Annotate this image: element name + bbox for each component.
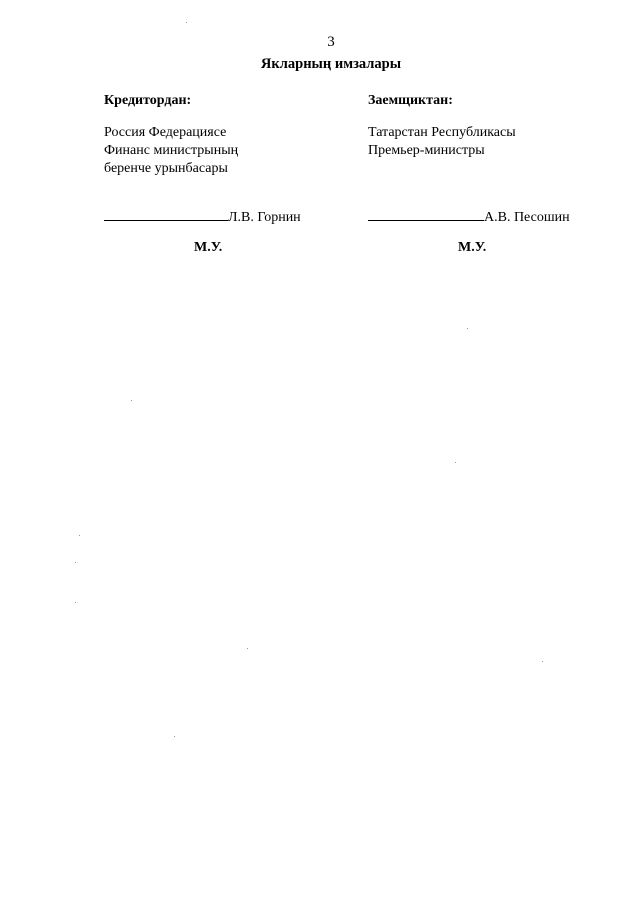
borrower-org-line: Премьер-министры — [368, 143, 485, 158]
scan-speck — [186, 22, 187, 23]
scan-speck — [174, 736, 175, 737]
page-number: 3 — [327, 34, 335, 50]
creditor-seal-mark: М.У. — [194, 240, 223, 255]
scan-speck — [75, 562, 76, 563]
scan-speck — [131, 400, 132, 401]
creditor-org-line: Россия Федерациясе — [104, 125, 227, 140]
creditor-signature-line — [104, 208, 301, 225]
scan-speck — [455, 462, 456, 463]
scan-speck — [75, 602, 76, 603]
borrower-signatory-name: А.В. Песошин — [484, 210, 570, 225]
scan-speck — [247, 648, 248, 649]
borrower-label: Заемщиктан: — [368, 93, 453, 108]
creditor-org-line: беренче урынбасары — [104, 161, 228, 176]
scan-speck — [542, 661, 543, 662]
document-title: Якларның имзалары — [260, 56, 402, 72]
creditor-signatory-name: Л.В. Горнин — [228, 210, 301, 225]
scan-speck — [79, 535, 80, 536]
borrower-organization — [368, 124, 516, 160]
signature-blank — [368, 208, 484, 221]
borrower-org-line: Татарстан Республикасы — [368, 125, 516, 140]
borrower-seal-mark: М.У. — [458, 240, 487, 255]
signature-blank — [104, 208, 228, 221]
creditor-org-line: Финанс министрының — [104, 143, 239, 158]
creditor-organization — [104, 124, 238, 178]
scan-speck — [467, 328, 468, 329]
borrower-signature-line — [368, 208, 570, 225]
creditor-label: Кредитордан: — [104, 93, 192, 108]
